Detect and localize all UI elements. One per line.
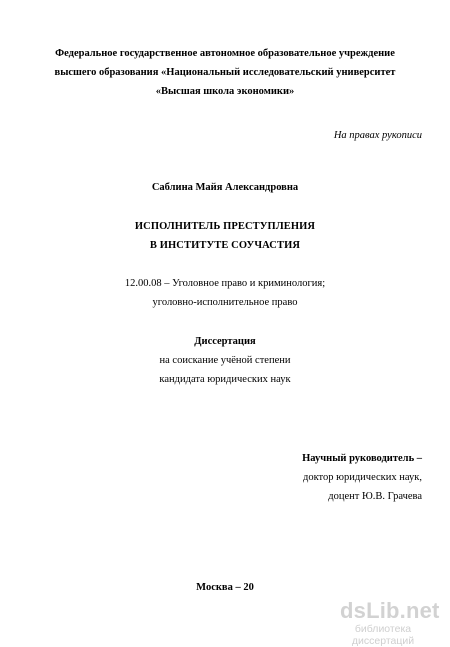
degree-line-2: кандидата юридических наук [159,374,291,385]
institution-line-3: «Высшая школа экономики» [155,86,295,97]
institution-line-2: высшего образования «Национальный исследовательский университет [54,67,396,78]
specialty-line-2: уголовно-исполнительное право [152,297,298,308]
city-year: Москва – 20 [196,582,254,593]
specialty-line-1: 12.00.08 – Уголовное право и криминология; [124,278,326,289]
dissertation-title-line-1: ИСПОЛНИТЕЛЬ ПРЕСТУПЛЕНИЯ [134,221,316,232]
institution-line-1: Федеральное государственное автономное образовательное учреждение [55,48,395,59]
supervisor-name: доцент Ю.В. Грачева [328,491,422,502]
supervisor-degree: доктор юридических наук, [303,472,422,483]
watermark [328,598,440,647]
degree-line-1: на соискание учёной степени [159,355,291,366]
supervisor-heading: Научный руководитель – [302,453,422,464]
author-name: Саблина Майя Александровна [151,182,299,193]
watermark-subtitle: библиотека диссертаций [351,623,415,647]
watermark-logo: dsLib.net [340,598,440,623]
rights-note: На правах рукописи [333,130,422,141]
dissertation-title-line-2: В ИНСТИТУТЕ СОУЧАСТИЯ [149,240,301,251]
work-type-heading: Диссертация [194,336,256,347]
